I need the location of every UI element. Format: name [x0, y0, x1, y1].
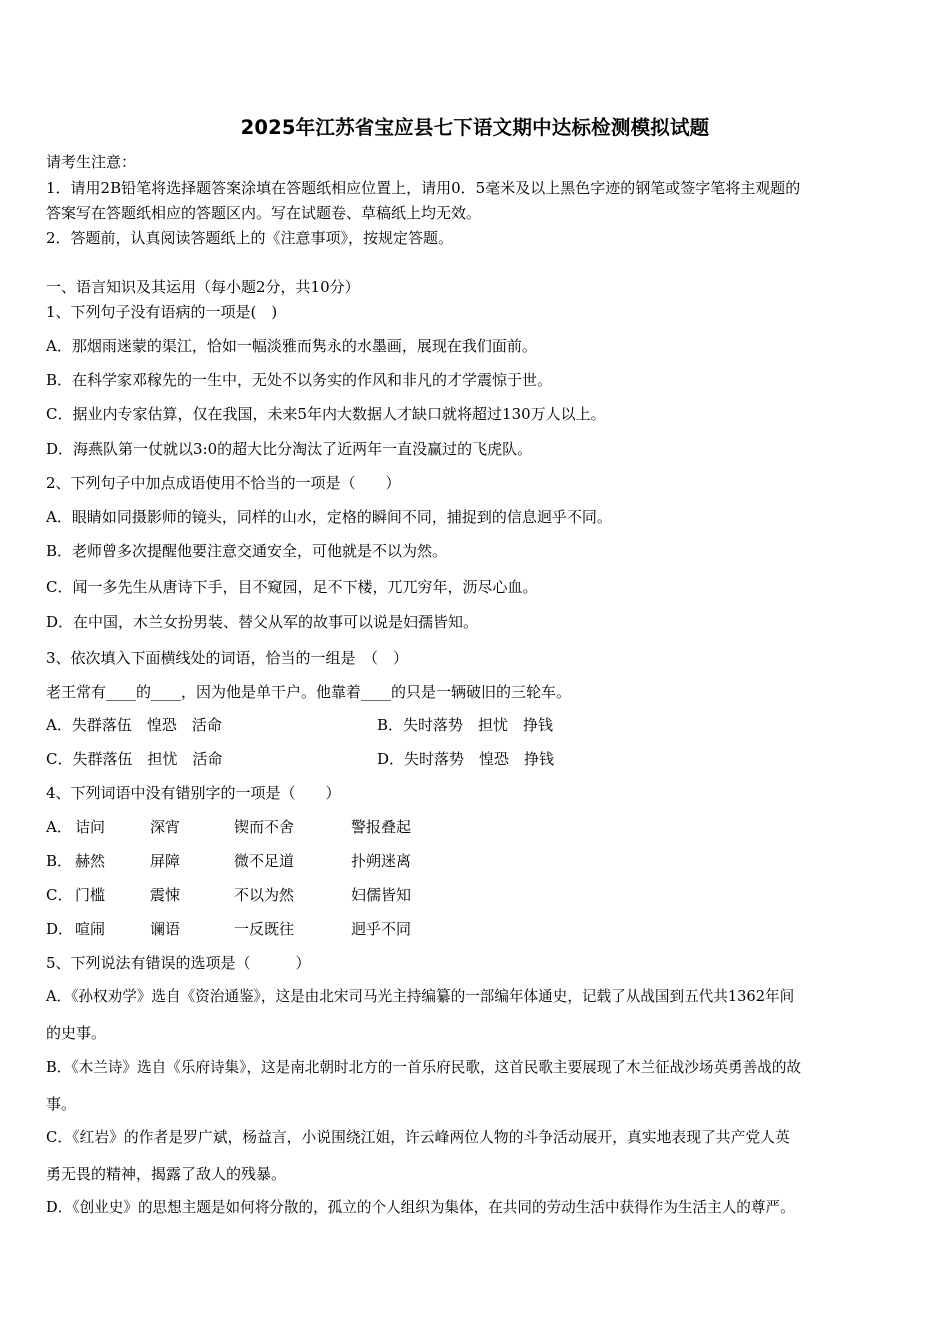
- question-5-option-a: A．《孙权劝学》选自《资治通鉴》，这是由北宋司马光主持编纂的一部编年体通史，记载了从战国到五代共1362年间: [46, 988, 795, 1005]
- question-1-option-b: B．在科学家邓稼先的一生中，无处不以务实的作风和非凡的才学震惊于世。: [46, 371, 553, 389]
- question-2-option-d: D．在中国，木兰女扮男装、替父从军的故事可以说是妇孺皆知。: [46, 613, 479, 631]
- option-word: 警报叠起: [351, 818, 412, 836]
- question-3-stem: 3、依次填入下面横线处的词语，恰当的一组是 （ ）: [46, 649, 409, 667]
- option-label: B．: [46, 852, 73, 870]
- question-1-option-a: A．那烟雨迷蒙的渠江，恰如一幅淡雅而隽永的水墨画，展现在我们面前。: [46, 337, 537, 355]
- section-heading: 一、语言知识及其运用（每小题2分，共10分）: [46, 278, 360, 296]
- option-word: 喧闹: [75, 920, 106, 938]
- question-1-stem: 1、下列句子没有语病的一项是( ): [46, 303, 278, 321]
- option-word: 震悚: [150, 886, 181, 904]
- option-word: 诘问: [75, 818, 106, 836]
- option-label: D．: [46, 920, 74, 938]
- question-3-option-c: C．失群落伍 担忧 活命: [46, 750, 223, 768]
- option-word: 迥乎不同: [351, 920, 412, 938]
- question-4-option-a: [46, 817, 411, 837]
- question-3-option-b: B．失时落势 担忧 挣钱: [377, 716, 554, 734]
- question-5-option-b: B．《木兰诗》选自《乐府诗集》，这是南北朝时北方的一首乐府民歌，这首民歌主要展现了木兰征战沙场英勇善战的故: [46, 1059, 802, 1076]
- question-4-stem: 4、下列词语中没有错别字的一项是（ ）: [46, 784, 341, 802]
- question-5-option-b-cont: 事。: [46, 1095, 77, 1113]
- question-3-passage: 老王常有____的____，因为他是单干户。他靠着____的只是一辆破旧的三轮车。: [46, 683, 572, 701]
- question-5-stem: 5、下列说法有错误的选项是（ ）: [46, 954, 311, 972]
- question-5-option-c: C．《红岩》的作者是罗广斌，杨益言，小说围绕江姐，许云峰两位人物的斗争活动展开，真实地表现了共产党人英: [46, 1129, 790, 1146]
- question-2-option-c: C．闻一多先生从唐诗下手，目不窥园，足不下楼，兀兀穷年，沥尽心血。: [46, 578, 538, 596]
- option-word: 门槛: [75, 886, 106, 904]
- question-4-option-b: [46, 851, 411, 871]
- option-label: A．: [46, 818, 72, 836]
- question-4-option-d: [46, 919, 411, 939]
- page-title: 2025年江苏省宝应县七下语文期中达标检测模拟试题: [240, 116, 710, 139]
- notice-item-1-cont: 答案写在答题纸相应的答题区内。写在试题卷、草稿纸上均无效。: [46, 204, 482, 222]
- option-word: 不以为然: [234, 886, 295, 904]
- option-label: C．: [46, 886, 73, 904]
- question-4-option-c: [46, 885, 411, 905]
- question-2-option-b: B．老师曾多次提醒他要注意交通安全，可他就是不以为然。: [46, 542, 448, 560]
- option-word: 谰语: [150, 920, 181, 938]
- option-word: 赫然: [75, 852, 106, 870]
- option-word: 微不足道: [234, 852, 295, 870]
- option-word: 锲而不舍: [234, 818, 295, 836]
- question-5-option-a-cont: 的史事。: [46, 1024, 107, 1042]
- question-3-option-d: D．失时落势 惶恐 挣钱: [377, 750, 555, 768]
- question-1-option-d: D．海燕队第一仗就以3:0的超大比分淘汰了近两年一直没赢过的飞虎队。: [46, 440, 533, 458]
- question-5-option-d: D．《创业史》的思想主题是如何将分散的，孤立的个人组织为集体，在共同的劳动生活中获得作为生活主人的尊严。: [46, 1199, 795, 1216]
- notice-item-2: 2．答题前，认真阅读答题纸上的《注意事项》，按规定答题。: [46, 229, 454, 247]
- question-5-option-c-cont: 勇无畏的精神，揭露了敌人的残暴。: [46, 1165, 287, 1183]
- notice-heading: 请考生注意：: [46, 153, 137, 171]
- option-word: 扑朔迷离: [351, 852, 412, 870]
- option-word: 一反既往: [234, 920, 295, 938]
- notice-item-1: 1．请用2B铅笔将选择题答案涂填在答题纸相应位置上，请用0．5毫米及以上黑色字迹的钢笔或签字笔将主观题的: [46, 179, 801, 197]
- question-2-option-a: A．眼睛如同摄影师的镜头，同样的山水，定格的瞬间不同，捕捉到的信息迥乎不同。: [46, 508, 612, 526]
- question-2-stem: 2、下列句子中加点成语使用不恰当的一项是（ ）: [46, 474, 401, 492]
- option-word: 屏障: [150, 852, 181, 870]
- question-3-option-a: A．失群落伍 惶恐 活命: [46, 716, 222, 734]
- question-1-option-c: C．据业内专家估算，仅在我国，未来5年内大数据人才缺口就将超过130万人以上。: [46, 405, 606, 423]
- option-word: 深宵: [150, 818, 181, 836]
- option-word: 妇儒皆知: [351, 886, 412, 904]
